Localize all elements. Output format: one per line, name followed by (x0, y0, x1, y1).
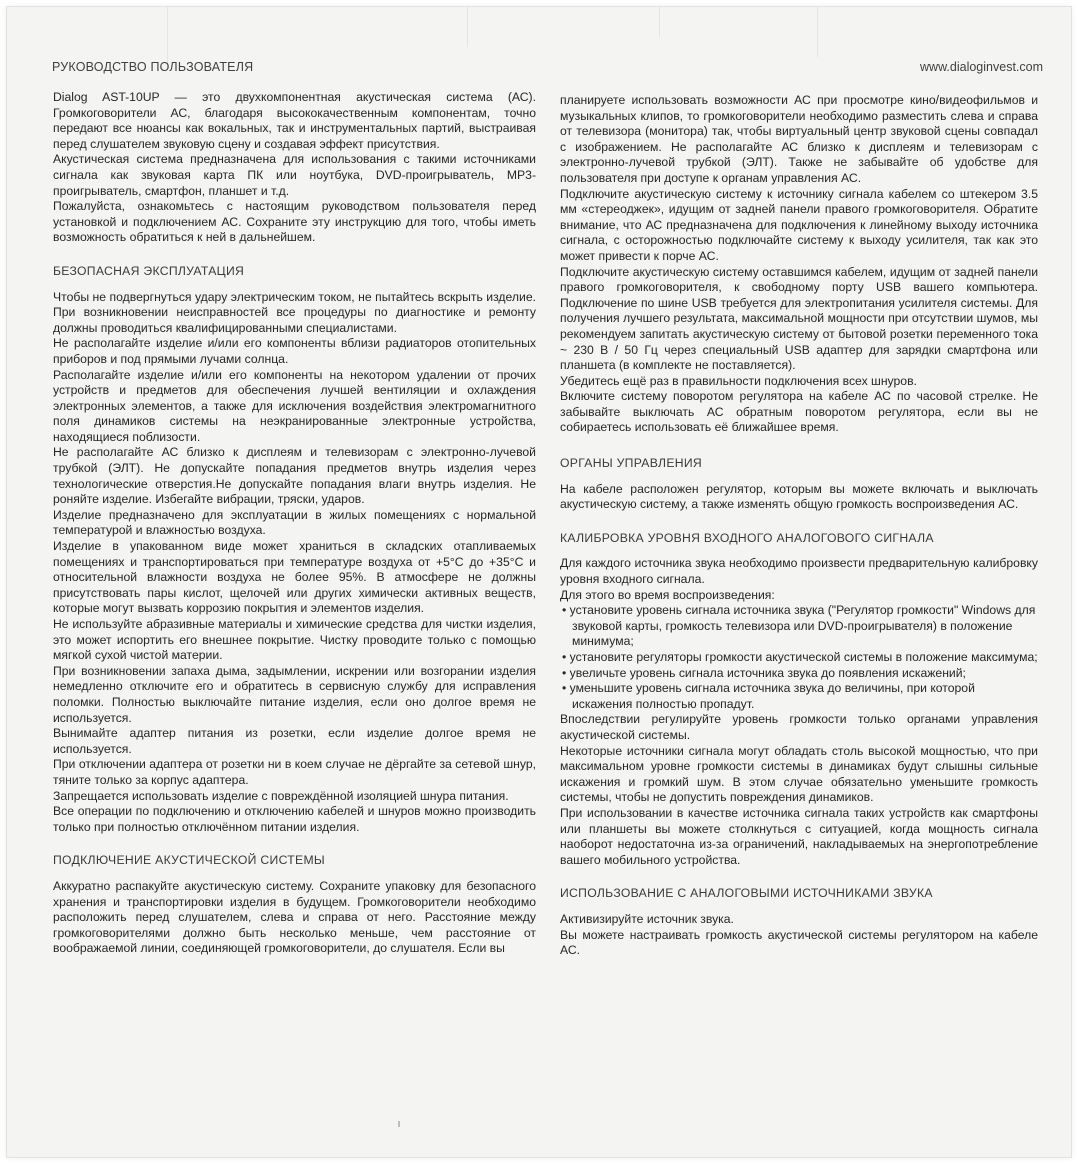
website-url: www.dialoginvest.com (920, 60, 1043, 74)
safety-paragraph: Не располагайте изделие и/или его компоненты вблизи радиаторов отопительных приборов и под прямыми лучами солнца. (53, 336, 536, 366)
controls-paragraph: На кабеле расположен регулятор, которым вы можете включать и выключать акустическую систему, а также изменять общую громкость воспроизведения АС. (560, 481, 1038, 512)
analog-paragraph: Активизируйте источник звука. (560, 911, 734, 926)
intro-paragraph: Акустическая система предназначена для использования с такими источниками сигнала как звуковая карта ПК или ноутбука, DVD-проигрыватель, MP3-проигрыватель, смартфон, планшет и т.д. (53, 152, 536, 198)
safety-paragraph: При отключении адаптера от розетки ни в коем случае не дёргайте за сетевой шнур, тяните только за корпус адаптера. (53, 757, 536, 787)
paper-mark (398, 1121, 400, 1127)
page-title: РУКОВОДСТВО ПОЛЬЗОВАТЕЛЯ (52, 60, 254, 74)
safety-paragraph: Изделие предназначено для эксплуатации в жилых помещениях с нормальной температурой и влажностью воздуха. (53, 507, 536, 538)
controls-heading: ОРГАНЫ УПРАВЛЕНИЯ (560, 456, 703, 471)
safety-paragraph: Запрещается использовать изделие с повреждённой изоляцией шнура питания. (53, 788, 509, 803)
safety-paragraph: Все операции по подключению и отключению кабелей и шнуров можно производить только при полностью отключённом питании изделия. (53, 804, 536, 834)
connection-paragraph: Аккуратно распакуйте акустическую систему. Сохраните упаковку для безопасного хранения и транспортировки изделия в будущем. Громкоговорители необходимо расположить перед слушателем, слева и справа от него. Расстояние между громкоговорителями должно быть несколько меньше, чем расстояние от воображаемой линии, соединяющей громкоговорители, до слушателя. Если вы (53, 878, 536, 956)
calibration-paragraph: Для каждого источника звука необходимо произвести предварительную калибровку уровня входного сигнала. (560, 556, 1038, 587)
paper-fold (167, 7, 168, 67)
safety-paragraph: При возникновении запаха дыма, задымлении, искрении или возгорании изделия немедленно отключите его и обратитесь в сервисную службу для исправления поломки. Полностью выключайте питание изделия, если оно долгое время не используется. (53, 663, 536, 725)
safety-paragraph: Не располагайте АС близко к дисплеям и телевизорам с электронно-лучевой трубкой (ЭЛТ). Не допускайте попадания предметов внутрь изделия через технологические отверстия.Не допускайте попадания влаги внутрь изделия. Не роняйте изделие. Избегайте вибрации, тряски, ударов. (53, 445, 536, 507)
list-item: • установите уровень сигнала источника звука ("Регулятор громкости" Windows для звуковой карты, громкость телевизора или DVD-проигрывателя) в положение минимума; (560, 603, 1038, 650)
list-item: • увеличьте уровень сигнала источника звука до появления искажений; (560, 666, 1038, 682)
calibration-paragraph: Впоследствии регулируйте уровень громкости только органами управления акустической системы. (560, 712, 1038, 742)
intro-paragraph: Dialog AST-10UP — это двухкомпонентная акустическая система (АС). Громкоговорители АС, благодаря высококачественным компонентам, точно передают все нюансы как вокальных, так и инструментальных партий, выстраивая перед слушателем звуковую сцену и создавая эффект присутствия. (53, 90, 536, 151)
safety-paragraph: Изделие в упакованном виде может храниться в складских отапливаемых помещениях и транспортироваться при температуре воздуха от +5°С до +35°С и относительной влажности воздуха не более 95%. В атмосфере не должны присутствовать пары кислот, щелочей или других химически активных веществ, которые могут вызвать коррозию покрытия и элементов изделия. (53, 539, 536, 616)
calibration-steps (560, 603, 1038, 712)
paper-fold (467, 7, 468, 47)
connection-paragraph: Включите систему поворотом регулятора на кабеле АС по часовой стрелке. Не забывайте выключать АС обратным поворотом регулятора, если вы не собираетесь использовать её ближайшее время. (560, 389, 1038, 435)
safety-paragraph: Не используйте абразивные материалы и химические средства для чистки изделия, это может испортить его внешнее покрытие. Чистку проводите только с помощью мягкой сухой чистой материи. (53, 617, 536, 663)
connection-paragraph: планируете использовать возможности АС при просмотре кино/видеофильмов и музыкальных клипов, то громкоговорители необходимо разместить слева и справа от телевизора (монитора) так, чтобы виртуальный центр звуковой сцены совпадал с изображением. Не располагайте АС близко к дисплеям и телевизорам с электронно-лучевой трубкой (ЭЛТ). Также не забывайте об удобстве для пользователя при доступе к органам управления АС. (560, 93, 1038, 185)
paper-fold (817, 7, 818, 57)
right-column (560, 93, 1038, 959)
paper-fold (659, 7, 660, 37)
list-item: • уменьшите уровень сигнала источника звука до величины, при которой искажения полностью пропадут. (560, 681, 1038, 712)
safety-heading: БЕЗОПАСНАЯ ЭКСПЛУАТАЦИЯ (53, 263, 245, 278)
left-column (53, 90, 536, 957)
calibration-paragraph: При использовании в качестве источника сигнала таких устройств как смартфоны или планшеты вы можете столкнуться с ситуацией, когда мощность сигнала наоборот недостаточна из-за ограничений, накладываемых на энергопотребление вашего мобильного устройства. (560, 805, 1038, 867)
calibration-paragraph: Для этого во время воспроизведения: (560, 587, 775, 602)
safety-paragraph: Чтобы не подвергнуться удару электрическим током, не пытайтесь вскрыть изделие. При возникновении неисправностей все процедуры по диагностике и ремонту должны проводиться квалифицированными специалистами. (53, 289, 536, 335)
calibration-paragraph: Некоторые источники сигнала могут обладать столь высокой мощностью, что при максимальном уровне громкости системы в динамиках будут слышны сильные искажения и громкий шум. В этом случае обязательно уменьшите громкость системы, чтобы не допустить повреждения динамиков. (560, 743, 1038, 805)
connection-paragraph: Убедитесь ещё раз в правильности подключения всех шнуров. (560, 373, 917, 388)
connection-paragraph: Подключите акустическую систему оставшимся кабелем, идущим от задней панели правого громкоговорителя, к свободному порту USB вашего компьютера. Подключение по шине USB требуется для электропитания усилителя системы. Для получения лучшего результата, максимальной мощности при отсутствии шумов, мы рекомендуем запитать акустическую систему от бытовой розетки переменного тока ~ 230 В / 50 Гц через специальный USB адаптер для зарядки смартфона или планшета (в комплекте не поставляется). (560, 264, 1038, 373)
safety-paragraph: Вынимайте адаптер питания из розетки, если изделие долгое время не используется. (53, 726, 536, 756)
analog-heading: ИСПОЛЬЗОВАНИЕ С АНАЛОГОВЫМИ ИСТОЧНИКАМИ ЗВУКА (560, 886, 933, 901)
connection-paragraph: Подключите акустическую систему к источнику сигнала кабелем со штекером 3.5 мм «стереоджек», идущим от задней панели правого громкоговорителя. Обратите внимание, что АС предназначена для подключения к линейному выходу источника сигнала, с осторожностью подключайте систему к выходу усилителя, так как это может привести к порче АС. (560, 186, 1038, 263)
connection-heading: ПОДКЛЮЧЕНИЕ АКУСТИЧЕСКОЙ СИСТЕМЫ (53, 853, 325, 868)
calibration-heading: КАЛИБРОВКА УРОВНЯ ВХОДНОГО АНАЛОГОВОГО СИГНАЛА (560, 530, 934, 545)
safety-paragraph: Располагайте изделие и/или его компоненты на некотором удалении от прочих устройств и предметов для обеспечения лучшей вентиляции и охлаждения электронных элементов, а также для исключения воздействия электромагнитного поля динамиков системы на неэкранированные электронные устройства, находящиеся поблизости. (53, 367, 536, 444)
intro-paragraph: Пожалуйста, ознакомьтесь с настоящим руководством пользователя перед установкой и подключением АС. Сохраните эту инструкцию для того, чтобы иметь возможность обратиться к ней в дальнейшем. (53, 199, 536, 245)
list-item: • установите регуляторы громкости акустической системы в положение максимума; (560, 650, 1038, 666)
analog-paragraph: Вы можете настраивать громкость акустической системы регулятором на кабеле АС. (560, 927, 1038, 958)
